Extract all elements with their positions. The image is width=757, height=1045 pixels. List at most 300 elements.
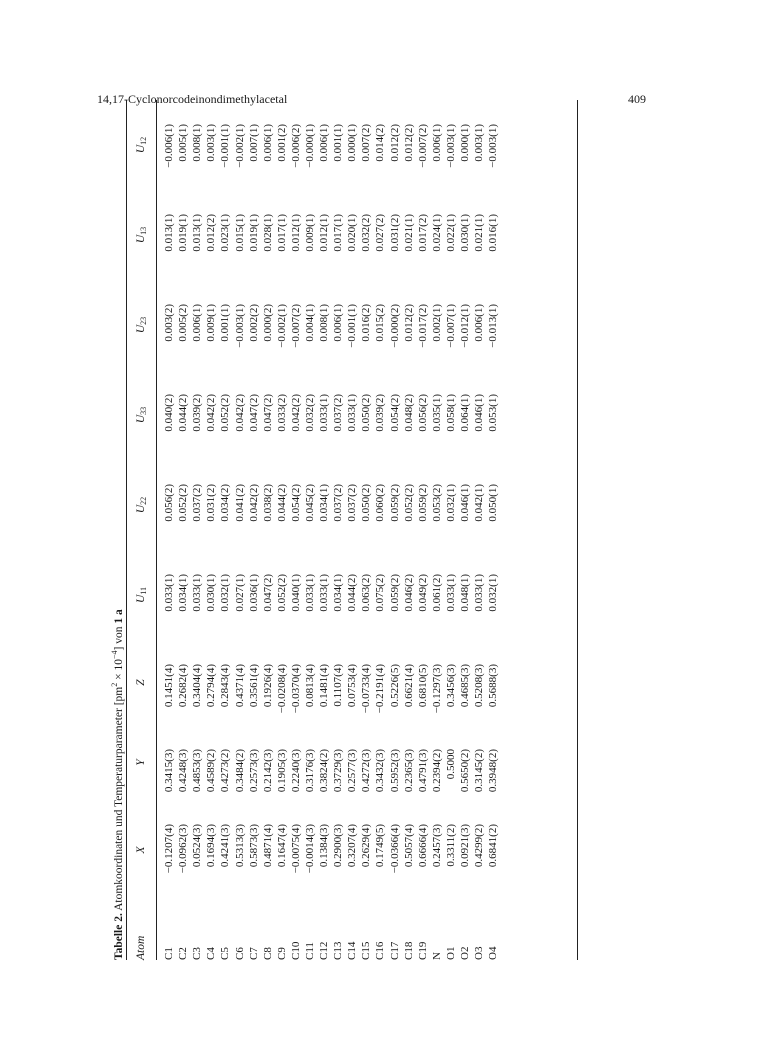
value-cell: 0.0753(4) [346,664,359,708]
value-cell: 0.059(2) [388,484,401,522]
table-row [247,100,261,960]
value-cell: 0.040(1) [289,574,302,612]
value-cell: 0.006(1) [430,124,443,162]
column-header-subscript: 33 [138,406,148,415]
value-cell: 0.5208(3) [473,664,486,708]
table-row [345,100,359,960]
table-row [204,100,218,960]
atom-cell: C10 [289,941,302,960]
table-row [402,100,416,960]
value-cell: 0.003(1) [473,124,486,162]
value-cell: −0.0733(4) [360,664,373,714]
value-cell: 0.3145(2) [473,749,486,793]
value-cell: −0.0014(3) [303,824,316,874]
value-cell: 0.053(1) [487,394,500,432]
value-cell: 0.5952(3) [388,749,401,793]
column-header-subscript: 12 [138,136,148,145]
caption-label: Tabelle 2. [112,913,125,960]
caption-text-1: Atomkoordinaten und Temperaturparameter [pm [112,686,125,911]
value-cell: 0.041(2) [233,484,246,522]
value-cell: 0.032(2) [360,214,373,252]
value-cell: 0.5688(3) [487,664,500,708]
value-cell: 0.002(2) [247,304,260,342]
value-cell: 0.042(2) [233,394,246,432]
value-cell: −0.0208(4) [275,664,288,714]
column-header [126,100,156,190]
value-cell: −0.000(1) [303,124,316,168]
value-cell: 0.001(1) [219,304,232,342]
value-cell: 0.012(1) [318,214,331,252]
table-row [458,100,472,960]
atom-cell: C13 [332,941,345,960]
value-cell: 0.2577(3) [346,749,359,793]
value-cell: 0.075(2) [374,574,387,612]
value-cell: 0.4589(2) [205,749,218,793]
value-cell: 0.1647(4) [275,824,288,868]
value-cell: 0.022(1) [444,214,457,252]
atom-cell: C15 [360,941,373,960]
value-cell: 0.1749(5) [374,824,387,868]
table-row [373,100,387,960]
value-cell: 0.1384(3) [318,824,331,868]
value-cell: 0.017(2) [416,214,429,252]
column-header [126,460,156,550]
value-cell: 0.031(2) [205,484,218,522]
column-header-label: Y [135,759,147,766]
value-cell: 0.4871(4) [261,824,274,868]
value-cell: 0.052(2) [219,394,232,432]
value-cell: 0.044(2) [177,394,190,432]
value-cell: 0.016(1) [487,214,500,252]
value-cell: 0.006(1) [332,304,345,342]
value-cell: 0.3176(3) [303,749,316,793]
value-cell: 0.028(1) [261,214,274,252]
table-row [156,100,176,960]
value-cell: 0.6810(5) [416,664,429,708]
value-cell: 0.004(1) [303,304,316,342]
value-cell: 0.4273(2) [219,749,232,793]
value-cell: 0.000(2) [261,304,274,342]
value-cell: 0.4791(3) [416,749,429,793]
table-row [261,100,275,960]
value-cell: 0.034(1) [318,484,331,522]
table-row [416,100,430,960]
value-cell: 0.033(2) [275,394,288,432]
value-cell: 0.015(2) [374,304,387,342]
value-cell: 0.012(2) [402,304,415,342]
value-cell: 0.047(2) [261,394,274,432]
value-cell: 0.006(1) [261,124,274,162]
value-cell: 0.052(2) [275,574,288,612]
value-cell: 0.5873(3) [247,824,260,868]
value-cell: 0.042(2) [247,484,260,522]
value-cell: −0.1297(3) [430,664,443,714]
table-row [359,100,373,960]
atom-cell: O2 [459,946,472,960]
table-row [176,100,190,960]
column-header [126,725,156,800]
value-cell: −0.000(2) [388,304,401,348]
value-cell: 0.012(2) [205,214,218,252]
value-cell: 0.2682(4) [177,664,190,708]
value-cell: 0.054(2) [388,394,401,432]
value-cell: 0.5226(5) [388,664,401,708]
value-cell: 0.013(1) [191,214,204,252]
value-cell: 0.044(2) [275,484,288,522]
table-row [275,100,289,960]
value-cell: 0.036(1) [247,574,260,612]
value-cell: 0.017(1) [275,214,288,252]
column-header [126,900,156,960]
table-body [156,100,500,960]
value-cell: 0.033(1) [318,394,331,432]
column-header-label: U [134,234,147,244]
value-cell: 0.039(2) [191,394,204,432]
atom-cell: C8 [261,947,274,960]
value-cell: 0.008(1) [191,124,204,162]
value-cell: 0.064(1) [459,394,472,432]
value-cell: 0.042(2) [205,394,218,432]
value-cell: 0.046(1) [473,394,486,432]
value-cell: −0.001(1) [219,124,232,168]
value-cell: 0.046(2) [402,574,415,612]
column-header [126,190,156,280]
value-cell: 0.037(2) [332,394,345,432]
table-row [430,100,444,960]
value-cell: 0.050(2) [360,484,373,522]
atom-cell: N [430,952,443,960]
value-cell: −0.0075(4) [289,824,302,874]
value-cell: 0.3415(3) [163,749,176,793]
value-cell: 0.006(1) [191,304,204,342]
value-cell: 0.037(2) [346,484,359,522]
value-cell: 0.3948(2) [487,749,500,793]
atom-coordinates-table [126,100,500,960]
value-cell: 0.1107(4) [332,664,345,707]
value-cell: 0.4272(3) [360,749,373,793]
table-bottom-rule [577,100,578,960]
value-cell: 0.000(1) [346,124,359,162]
atom-cell: C16 [374,941,387,960]
column-header-label: U [134,594,147,604]
value-cell: 0.033(1) [346,394,359,432]
value-cell: 0.012(2) [402,124,415,162]
value-cell: 0.3824(2) [318,749,331,793]
caption-text-2: × 10 [112,659,125,683]
value-cell: 0.019(1) [177,214,190,252]
value-cell: 0.003(1) [205,124,218,162]
value-cell: 0.048(2) [402,394,415,432]
column-header-label: Atom [135,935,147,960]
value-cell: 0.009(1) [205,304,218,342]
atom-cell: C1 [163,947,176,960]
value-cell: −0.007(2) [416,124,429,168]
column-header [126,550,156,640]
value-cell: −0.002(1) [233,124,246,168]
value-cell: 0.6621(4) [402,664,415,708]
caption-sup-1: 2 [110,682,119,687]
atom-cell: O1 [444,946,457,960]
value-cell: 0.5000 [444,749,457,780]
column-header-label: U [134,504,147,514]
value-cell: 0.024(1) [430,214,443,252]
column-header-label: U [134,144,147,154]
value-cell: 0.014(2) [374,124,387,162]
value-cell: 0.020(1) [346,214,359,252]
value-cell: −0.003(1) [233,304,246,348]
value-cell: 0.001(2) [275,124,288,162]
value-cell: 0.2365(3) [402,749,415,793]
column-header-label: Z [135,679,147,686]
value-cell: 0.6841(2) [487,824,500,868]
value-cell: 0.047(2) [261,574,274,612]
table-row [331,100,345,960]
value-cell: 0.006(1) [473,304,486,342]
value-cell: −0.003(1) [487,124,500,168]
value-cell: 0.050(2) [360,394,373,432]
value-cell: 0.033(1) [163,574,176,612]
value-cell: 0.3729(3) [332,749,345,793]
value-cell: 0.042(2) [289,394,302,432]
value-cell: 0.007(2) [360,124,373,162]
value-cell: 0.033(1) [473,574,486,612]
value-cell: 0.2900(3) [332,824,345,868]
table-row [303,100,317,960]
atom-cell: C2 [177,947,190,960]
page-number: 409 [628,92,646,106]
table-row [289,100,303,960]
value-cell: 0.017(1) [332,214,345,252]
atom-cell: C18 [402,941,415,960]
value-cell: −0.007(2) [289,304,302,348]
atom-cell: C12 [318,941,331,960]
value-cell: 0.013(1) [163,214,176,252]
value-cell: 0.015(1) [233,214,246,252]
value-cell: 0.3207(4) [346,824,359,868]
value-cell: −0.006(1) [163,124,176,168]
value-cell: 0.012(2) [388,124,401,162]
table-row [472,100,486,960]
column-header-label: U [134,414,147,424]
value-cell: 0.033(1) [318,574,331,612]
value-cell: 0.5057(4) [402,824,415,868]
atom-cell: C6 [233,947,246,960]
value-cell: 0.046(1) [459,484,472,522]
table-row [444,100,458,960]
value-cell: 0.2629(4) [360,824,373,868]
value-cell: 0.3432(3) [374,749,387,793]
value-cell: −0.003(1) [444,124,457,168]
column-header-label: X [135,846,147,854]
value-cell: 0.034(1) [177,574,190,612]
value-cell: 0.007(1) [247,124,260,162]
value-cell: 0.3484(2) [233,749,246,793]
value-cell: 0.053(2) [430,484,443,522]
value-cell: 0.039(2) [374,394,387,432]
value-cell: 0.021(1) [473,214,486,252]
value-cell: 0.040(2) [163,394,176,432]
value-cell: 0.037(2) [332,484,345,522]
column-header-subscript: 11 [138,587,148,595]
column-header-label: U [134,324,147,334]
caption-text-3: ] von [112,623,125,651]
value-cell: 0.4371(4) [233,664,246,708]
value-cell: 0.0921(3) [459,824,472,868]
value-cell: 0.047(2) [247,394,260,432]
value-cell: 0.5313(3) [233,824,246,868]
value-cell: 0.034(2) [219,484,232,522]
value-cell: 0.3456(3) [444,664,457,708]
value-cell: 0.4299(2) [473,824,486,868]
atom-cell: C9 [275,947,288,960]
value-cell: 0.032(1) [487,574,500,612]
value-cell: 0.3404(4) [191,664,204,708]
value-cell: 0.4248(3) [177,749,190,793]
value-cell: −0.006(2) [289,124,302,168]
value-cell: −0.001(1) [346,304,359,348]
value-cell: −0.007(1) [444,304,457,348]
atom-cell: C17 [388,941,401,960]
value-cell: 0.2457(3) [430,824,443,868]
value-cell: 0.016(2) [360,304,373,342]
value-cell: 0.005(1) [177,124,190,162]
value-cell: −0.0370(4) [289,664,302,714]
atom-cell: C14 [346,941,359,960]
value-cell: 0.056(2) [163,484,176,522]
value-cell: 0.031(2) [388,214,401,252]
value-cell: −0.012(1) [459,304,472,348]
value-cell: 0.035(1) [430,394,443,432]
value-cell: 0.006(1) [318,124,331,162]
value-cell: 0.2394(2) [430,749,443,793]
value-cell: −0.0962(3) [177,824,190,874]
table-header-row [126,100,156,960]
value-cell: 0.027(1) [233,574,246,612]
atom-cell: O3 [473,946,486,960]
value-cell: −0.013(1) [487,304,500,348]
column-header [126,370,156,460]
column-header [126,800,156,900]
value-cell: 0.012(1) [289,214,302,252]
value-cell: 0.032(2) [303,394,316,432]
value-cell: 0.061(2) [430,574,443,612]
atom-cell: C7 [247,947,260,960]
value-cell: 0.059(2) [388,574,401,612]
value-cell: 0.1481(4) [318,664,331,708]
value-cell: 0.4241(3) [219,824,232,868]
value-cell: 0.008(1) [318,304,331,342]
value-cell: 0.032(1) [444,484,457,522]
value-cell: 0.052(2) [402,484,415,522]
value-cell: 0.019(1) [247,214,260,252]
table-row [317,100,331,960]
value-cell: 0.045(2) [303,484,316,522]
value-cell: 0.0524(3) [191,824,204,868]
value-cell: 0.003(2) [163,304,176,342]
value-cell: 0.001(1) [332,124,345,162]
value-cell: 0.038(2) [261,484,274,522]
value-cell: 0.2794(4) [205,664,218,708]
column-header-subscript: 23 [138,316,148,325]
table-caption [110,609,125,960]
value-cell: 0.2240(3) [289,749,302,793]
value-cell: 0.037(2) [191,484,204,522]
value-cell: 0.034(1) [332,574,345,612]
value-cell: −0.1207(4) [163,824,176,874]
value-cell: 0.048(1) [459,574,472,612]
value-cell: 0.023(1) [219,214,232,252]
value-cell: 0.060(2) [374,484,387,522]
column-header [126,640,156,725]
atom-cell: O4 [487,946,500,960]
value-cell: 0.1451(4) [163,664,176,708]
value-cell: 0.032(1) [219,574,232,612]
value-cell: 0.033(1) [303,574,316,612]
value-cell: 0.021(1) [402,214,415,252]
table-row [232,100,246,960]
atom-cell: C3 [191,947,204,960]
column-header-subscript: 13 [138,226,148,235]
column-header-subscript: 22 [138,496,148,505]
value-cell: −0.0366(4) [388,824,401,874]
atom-cell: C4 [205,947,218,960]
value-cell: 0.054(2) [289,484,302,522]
value-cell: 0.0813(4) [303,664,316,708]
value-cell: 0.2142(3) [261,749,274,793]
value-cell: 0.4853(3) [191,749,204,793]
caption-compound: 1 a [112,609,125,624]
value-cell: 0.1694(3) [205,824,218,868]
atom-cell: C11 [303,942,316,960]
value-cell: 0.3311(2) [444,824,457,867]
table-row [486,100,500,960]
value-cell: 0.030(1) [459,214,472,252]
value-cell: 0.049(2) [416,574,429,612]
value-cell: 0.052(2) [177,484,190,522]
table-row [388,100,402,960]
value-cell: 0.4685(3) [459,664,472,708]
value-cell: 0.2843(4) [219,664,232,708]
rotated-table-block [110,100,580,960]
value-cell: 0.030(1) [205,574,218,612]
running-head-title: 14,17-Cyclonorcodeinondimethylacetal [97,92,288,106]
value-cell: 0.2573(3) [247,749,260,793]
column-header [126,280,156,370]
table-row [218,100,232,960]
value-cell: 0.027(2) [374,214,387,252]
value-cell: 0.044(2) [346,574,359,612]
value-cell: 0.033(1) [191,574,204,612]
atom-cell: C5 [219,947,232,960]
value-cell: 0.056(2) [416,394,429,432]
value-cell: 0.6666(4) [416,824,429,868]
value-cell: 0.005(2) [177,304,190,342]
value-cell: 0.5650(2) [459,749,472,793]
value-cell: 0.063(2) [360,574,373,612]
value-cell: 0.3561(4) [247,664,260,708]
value-cell: 0.042(1) [473,484,486,522]
value-cell: 0.033(1) [444,574,457,612]
value-cell: −0.002(1) [275,304,288,348]
value-cell: 0.059(2) [416,484,429,522]
value-cell: 0.002(1) [430,304,443,342]
value-cell: 0.1905(3) [275,749,288,793]
value-cell: 0.009(1) [303,214,316,252]
caption-sup-2: −4 [110,650,119,660]
value-cell: 0.058(1) [444,394,457,432]
value-cell: −0.2191(4) [374,664,387,714]
value-cell: 0.1926(4) [261,664,274,708]
